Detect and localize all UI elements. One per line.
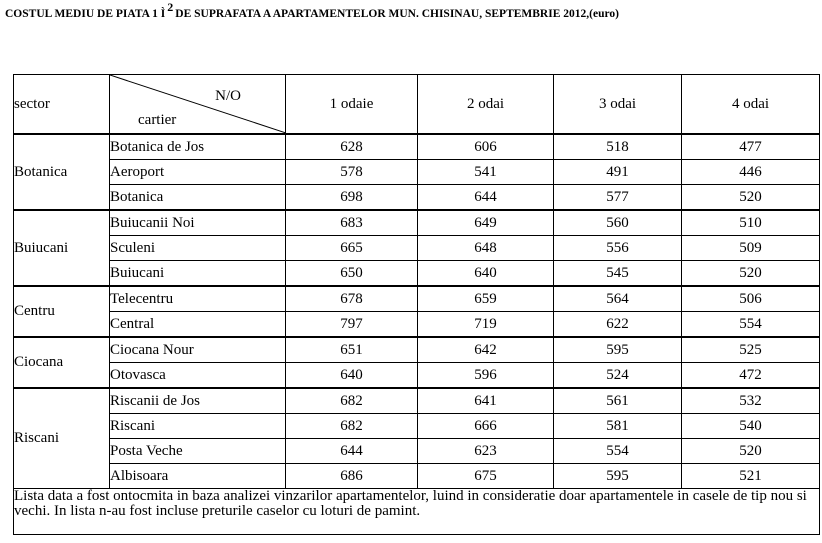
- price-cell: 491: [554, 160, 682, 185]
- cartier-name: Buiucani: [110, 261, 286, 287]
- price-cell: 651: [286, 337, 418, 363]
- price-cell: 561: [554, 388, 682, 414]
- price-cell: 595: [554, 464, 682, 489]
- header-room-4: 4 odai: [682, 75, 820, 135]
- table-body: [14, 134, 820, 489]
- table-row: [14, 312, 820, 338]
- price-cell: 532: [682, 388, 820, 414]
- price-cell: 686: [286, 464, 418, 489]
- price-cell: 521: [682, 464, 820, 489]
- price-cell: 560: [554, 210, 682, 236]
- sector-name: Botanica: [14, 134, 110, 210]
- price-cell: 682: [286, 388, 418, 414]
- cartier-name: Albisoara: [110, 464, 286, 489]
- price-cell: 554: [554, 439, 682, 464]
- sector-name: Riscani: [14, 388, 110, 489]
- price-cell: 683: [286, 210, 418, 236]
- cartier-name: Ciocana Nour: [110, 337, 286, 363]
- price-cell: 545: [554, 261, 682, 287]
- cartier-name: Otovasca: [110, 363, 286, 389]
- table-row: [14, 134, 820, 160]
- header-no: N/O: [215, 88, 241, 104]
- price-cell: 666: [418, 414, 554, 439]
- price-cell: 520: [682, 261, 820, 287]
- sector-name: Buiucani: [14, 210, 110, 286]
- price-cell: 649: [418, 210, 554, 236]
- price-cell: 518: [554, 134, 682, 160]
- price-cell: 525: [682, 337, 820, 363]
- price-cell: 446: [682, 160, 820, 185]
- price-cell: 797: [286, 312, 418, 338]
- header-room-2: 2 odai: [418, 75, 554, 135]
- price-cell: 472: [682, 363, 820, 389]
- sector-name: Centru: [14, 286, 110, 337]
- title-rest: DE SUPRAFATA A APARTAMENTELOR MUN. CHISINAU, SEPTEMBRIE 2012,(euro): [175, 8, 619, 20]
- price-cell: 640: [418, 261, 554, 287]
- title-main: COSTUL MEDIU DE PIATA 1 Ì: [5, 8, 166, 20]
- cartier-name: Botanica: [110, 185, 286, 211]
- note-row: [14, 489, 820, 535]
- price-cell: 640: [286, 363, 418, 389]
- cartier-name: Buiucanii Noi: [110, 210, 286, 236]
- price-cell: 554: [682, 312, 820, 338]
- price-cell: 510: [682, 210, 820, 236]
- price-cell: 596: [418, 363, 554, 389]
- price-cell: 678: [286, 286, 418, 312]
- price-cell: 509: [682, 236, 820, 261]
- price-cell: 581: [554, 414, 682, 439]
- price-cell: 595: [554, 337, 682, 363]
- price-cell: 524: [554, 363, 682, 389]
- sector-name: Ciocana: [14, 337, 110, 388]
- table-row: [14, 414, 820, 439]
- table-row: [14, 286, 820, 312]
- price-cell: 644: [286, 439, 418, 464]
- price-cell: 719: [418, 312, 554, 338]
- price-cell: 477: [682, 134, 820, 160]
- cartier-name: Central: [110, 312, 286, 338]
- price-cell: 641: [418, 388, 554, 414]
- price-cell: 675: [418, 464, 554, 489]
- price-cell: 648: [418, 236, 554, 261]
- price-cell: 644: [418, 185, 554, 211]
- cartier-name: Posta Veche: [110, 439, 286, 464]
- table-row: [14, 185, 820, 211]
- price-cell: 520: [682, 439, 820, 464]
- header-cartier: cartier: [138, 112, 177, 128]
- price-cell: 540: [682, 414, 820, 439]
- price-cell: 698: [286, 185, 418, 211]
- title-superscript: 2: [167, 0, 174, 14]
- header-room-3: 3 odai: [554, 75, 682, 135]
- table-row: [14, 337, 820, 363]
- price-cell: 642: [418, 337, 554, 363]
- diagonal-divider: [110, 75, 286, 133]
- table-row: [14, 160, 820, 185]
- document-title: [5, 0, 820, 21]
- cartier-name: Telecentru: [110, 286, 286, 312]
- price-table: [13, 74, 820, 535]
- price-cell: 606: [418, 134, 554, 160]
- price-cell: 659: [418, 286, 554, 312]
- header-row: [14, 75, 820, 135]
- price-cell: 556: [554, 236, 682, 261]
- price-cell: 520: [682, 185, 820, 211]
- price-cell: 628: [286, 134, 418, 160]
- price-cell: 650: [286, 261, 418, 287]
- table-row: [14, 261, 820, 287]
- cartier-name: Aeroport: [110, 160, 286, 185]
- table-row: [14, 210, 820, 236]
- table-row: [14, 439, 820, 464]
- header-room-1: 1 odaie: [286, 75, 418, 135]
- price-cell: 665: [286, 236, 418, 261]
- header-cartier-no: [110, 75, 286, 135]
- price-cell: 541: [418, 160, 554, 185]
- price-cell: 623: [418, 439, 554, 464]
- cartier-name: Botanica de Jos: [110, 134, 286, 160]
- price-cell: 564: [554, 286, 682, 312]
- header-sector: sector: [14, 75, 110, 135]
- price-cell: 577: [554, 185, 682, 211]
- price-cell: 622: [554, 312, 682, 338]
- cartier-name: Riscani: [110, 414, 286, 439]
- cartier-name: Sculeni: [110, 236, 286, 261]
- price-cell: 578: [286, 160, 418, 185]
- table-row: [14, 464, 820, 489]
- table-row: [14, 236, 820, 261]
- table-row: [14, 388, 820, 414]
- price-cell: 682: [286, 414, 418, 439]
- price-cell: 506: [682, 286, 820, 312]
- table-row: [14, 363, 820, 389]
- cartier-name: Riscanii de Jos: [110, 388, 286, 414]
- footnote: Lista data a fost ontocmita in baza analizei vinzarilor apartamentelor, luind in consideratie doar apartamentele in casele de tip nou si vechi. In lista n-au fost incluse preturile caselor cu loturi de pamint.: [14, 489, 820, 535]
